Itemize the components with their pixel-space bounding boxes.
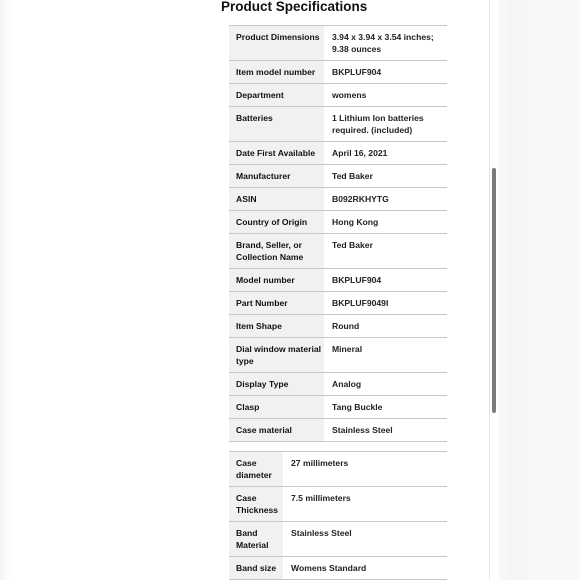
spec-value: BKPLUF9049I [324, 292, 447, 315]
spec-label: Manufacturer [229, 165, 324, 188]
spec-row-product-dimensions [229, 26, 447, 61]
spec-row-department [229, 84, 447, 107]
spec-value: Hong Kong [324, 211, 447, 234]
spec-row-manufacturer [229, 165, 447, 188]
spec-value: 3.94 x 3.94 x 3.54 inches; 9.38 ounces [324, 26, 447, 61]
spec-label: Product Dimensions [229, 26, 324, 61]
spec-label: Clasp [229, 396, 324, 419]
spec-row-part-number [229, 292, 447, 315]
spec-label: Batteries [229, 107, 324, 142]
spec-value: Mineral [324, 338, 447, 373]
spec-value: B092RKHYTG [324, 188, 447, 211]
spec-row-clasp [229, 396, 447, 419]
spec-label: Item Shape [229, 315, 324, 338]
spec-value: 7.5 millimeters [283, 487, 447, 522]
spec-value: Analog [324, 373, 447, 396]
spec-row-display-type [229, 373, 447, 396]
spec-row-brand [229, 234, 447, 269]
spec-row-dial-window-material [229, 338, 447, 373]
spec-label: ASIN [229, 188, 324, 211]
spec-label: Brand, Seller, or Collection Name [229, 234, 324, 269]
spec-value: April 16, 2021 [324, 142, 447, 165]
spec-value: womens [324, 84, 447, 107]
section-title: Product Specifications [221, 0, 368, 14]
spec-value: 1 Lithium Ion batteries required. (included) [324, 107, 447, 142]
scrollbar-thumb[interactable] [492, 168, 496, 413]
spec-label: Dial window material type [229, 338, 324, 373]
spec-row-case-thickness [229, 487, 447, 522]
spec-row-case-diameter [229, 452, 447, 487]
spec-row-date-first-available [229, 142, 447, 165]
additional-specifications-table [229, 451, 447, 580]
left-edge-shade [0, 0, 12, 580]
product-specifications-table [229, 25, 447, 442]
spec-label: Band Material [229, 522, 283, 557]
spec-value: Tang Buckle [324, 396, 447, 419]
spec-row-item-model-number [229, 61, 447, 84]
spec-label: Model number [229, 269, 324, 292]
spec-value: Ted Baker [324, 234, 447, 269]
right-gutter [497, 0, 580, 580]
spec-label: Part Number [229, 292, 324, 315]
spec-value: Round [324, 315, 447, 338]
spec-label: Item model number [229, 61, 324, 84]
spec-row-band-size [229, 557, 447, 580]
spec-value: Stainless Steel [283, 522, 447, 557]
spec-row-item-shape [229, 315, 447, 338]
spec-value: Womens Standard [283, 557, 447, 580]
spec-value: Stainless Steel [324, 419, 447, 442]
spec-label: Case Thickness [229, 487, 283, 522]
spec-row-model-number [229, 269, 447, 292]
spec-label: Department [229, 84, 324, 107]
spec-value: 27 millimeters [283, 452, 447, 487]
spec-row-band-material [229, 522, 447, 557]
spec-row-case-material [229, 419, 447, 442]
spec-label: Display Type [229, 373, 324, 396]
spec-label: Band size [229, 557, 283, 580]
spec-value: Ted Baker [324, 165, 447, 188]
spec-row-batteries [229, 107, 447, 142]
spec-value: BKPLUF904 [324, 61, 447, 84]
spec-label: Date First Available [229, 142, 324, 165]
spec-row-asin [229, 188, 447, 211]
spec-label: Case material [229, 419, 324, 442]
spec-value: BKPLUF904 [324, 269, 447, 292]
spec-label: Case diameter [229, 452, 283, 487]
spec-row-country-of-origin [229, 211, 447, 234]
spec-label: Country of Origin [229, 211, 324, 234]
